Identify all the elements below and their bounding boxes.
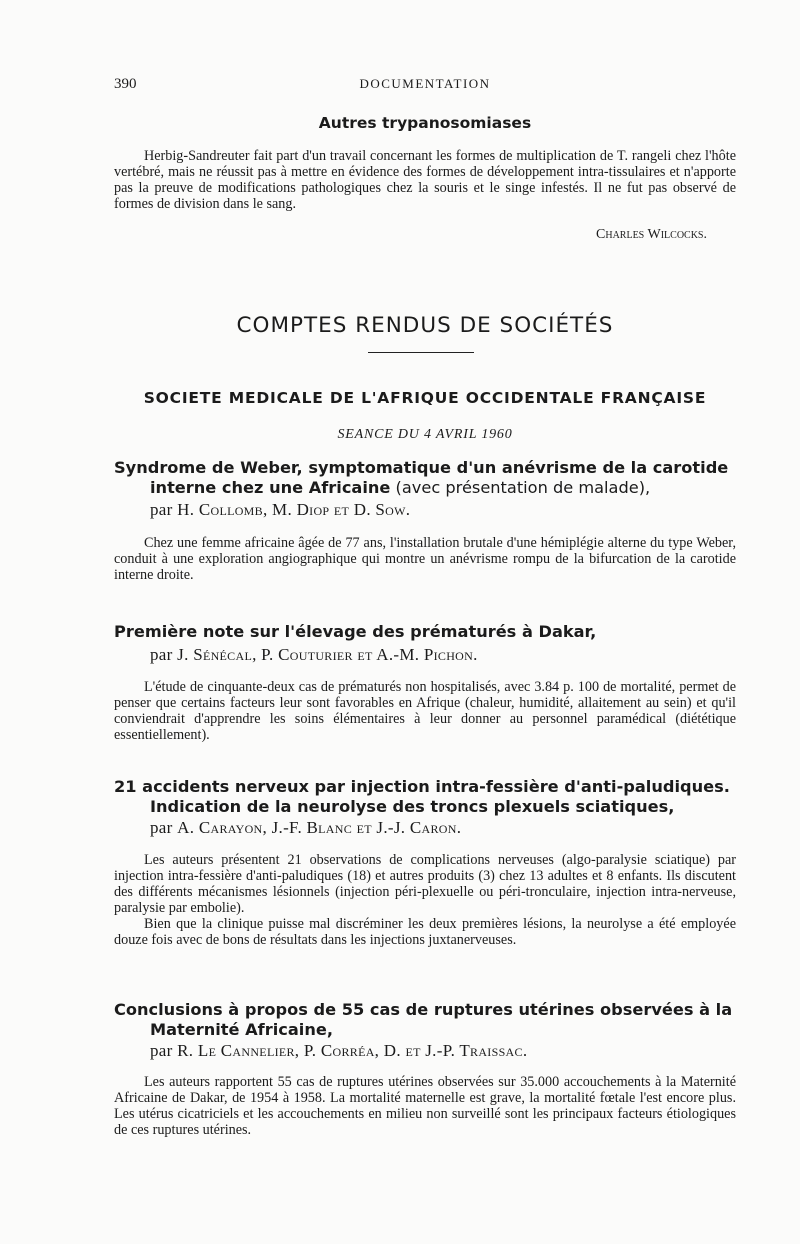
article-abstract: Les auteurs rapportent 55 cas de ruptures utérines observées sur 35.000 accouchements à la Maternité Africaine de Dakar, de 1954 à 1958. La mortalité maternelle est grave, la mortalité fœtale l'est encore plus. Les utérus cicatriciels et les accouchements en milieu non surveillé sont les principaux facteurs étiologiques de ces ruptures utérines. xyxy=(114,1074,736,1138)
running-title: DOCUMENTATION xyxy=(359,76,491,91)
article-abstract: Chez une femme africaine âgée de 77 ans, l'installation brutale d'une hémiplégie alterne du type Weber, conduit à une exploration angiographique qui montre un anévrisme rompu de la bifurcation de la carotide interne droite. xyxy=(114,535,736,583)
divider xyxy=(368,352,474,353)
section-paragraph: Herbig-Sandreuter fait part d'un travail concernant les formes de multiplication de T. rangeli chez l'hôte vertébré, mais ne réussit pas à mettre en évidence des formes de développement intra-tissulaires et n'apporte pas la preuve de modifications pathologiques chez la souris et le singe infestés. Il ne fut pas observé de formes de division dans le sang. xyxy=(114,148,736,212)
article-authors: par R. Le Cannelier, P. Corréa, D. et J.-P. Traissac. xyxy=(150,1041,528,1060)
page-number: 390 xyxy=(114,76,137,92)
main-title: COMPTES RENDUS DE SOCIÉTÉS xyxy=(236,313,614,338)
article-abstract: L'étude de cinquante-deux cas de prématurés non hospitalisés, avec 3.84 p. 100 de mortalité, permet de penser que certains facteurs leur sont favorables en Afrique (chaleur, humidité, allaitement au sein) et qu'il conviendrait d'apprendre les soins élémentaires à leur donner au personnel paramédical (diététique essentiellement). xyxy=(114,679,736,743)
article-authors: par J. Sénécal, P. Couturier et A.-M. Pichon. xyxy=(150,645,478,664)
section-title: Autres trypanosomiases xyxy=(318,114,532,132)
article-title: Première note sur l'élevage des prématurés à Dakar, xyxy=(114,622,597,641)
article-title: Syndrome de Weber, symptomatique d'un anévrisme de la carotide interne chez une Africaine (avec présentation de malade), xyxy=(114,458,729,497)
article-authors: par H. Collomb, M. Diop et D. Sow. xyxy=(150,500,411,519)
article-authors: par A. Carayon, J.-F. Blanc et J.-J. Caron. xyxy=(150,818,462,837)
article-title: 21 accidents nerveux par injection intra-fessière d'anti-paludiques. Indication de la neurolyse des troncs plexuels sciatiques, xyxy=(114,777,730,816)
society-title: SOCIETE MEDICALE DE L'AFRIQUE OCCIDENTALE FRANÇAISE xyxy=(143,389,707,407)
article-title: Conclusions à propos de 55 cas de ruptures utérines observées à la Maternité Africaine, xyxy=(114,1000,733,1039)
signature: Charles Wilcocks. xyxy=(596,227,707,242)
running-header xyxy=(114,76,736,96)
article-abstract: Les auteurs présentent 21 observations de complications nerveuses (algo-paralysie sciatique) par injection intra-fessière d'anti-paludiques (18) et autres produits (3) chez 13 adultes et 8 enfants. Ils discutent des différents mécanismes lésionnels (injection péri-plexuelle ou péri-tronculaire, injection intra-nerveuse, paralysie par embolie). Bien que la clinique puisse mal discréminer les deux premières lésions, la neurolyse a été employée douze fois avec de bons de résultats dans les injections juxtanerveuses. xyxy=(114,852,736,948)
seance-date: SEANCE DU 4 AVRIL 1960 xyxy=(337,427,513,442)
